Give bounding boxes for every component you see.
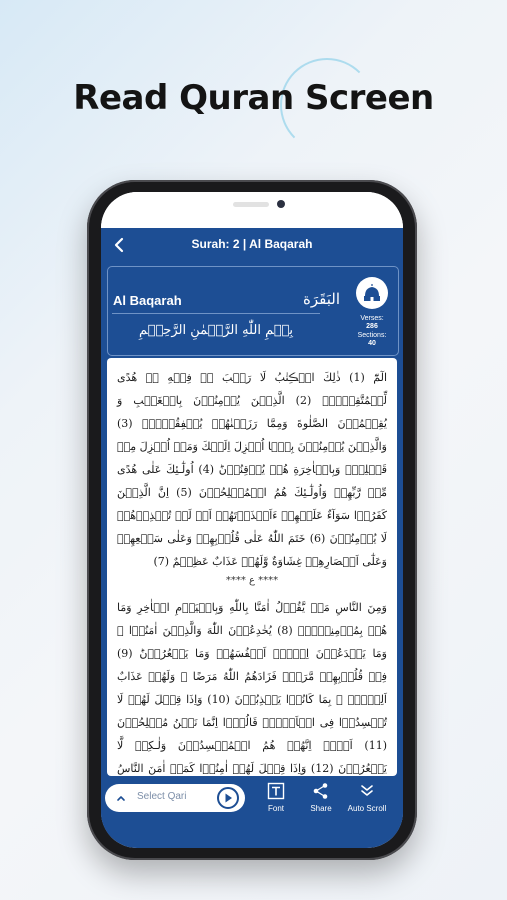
- share-button[interactable]: [298, 778, 344, 826]
- font-label: Font: [267, 804, 284, 813]
- font-button[interactable]: [253, 778, 299, 826]
- sections-label: Sections:: [357, 332, 387, 339]
- mosque-icon: [356, 277, 388, 309]
- verses-label: Verses:: [360, 315, 384, 322]
- verses-count: 286: [366, 323, 378, 330]
- share-icon: [311, 781, 331, 801]
- chevron-up-icon: [115, 792, 127, 804]
- auto-scroll-button[interactable]: [344, 778, 390, 826]
- speaker-grille: [233, 202, 269, 207]
- verse-paragraph: الٓمّٓ (1) ذٰلِكَ الۡڪِتٰبُ لَا رَيۡبَ ۛۚ فِيۡهِ ۛۚ هُدًى لِّلۡمُتَّقِيۡنَۙ (2) الَّذِيۡنَ يُؤۡمِنُوۡنَ بِالۡغَيۡبِ وَ يُقِيۡمُوۡنَ الصَّلٰوةَ وَمِمَّا رَزَقۡنٰهُمۡ يُنۡفِقُوۡنَۙ (3) وَالَّذِيۡنَ يُؤۡمِنُوۡنَ بِمَۤا اُنۡزِلَ اِلَيۡكَ وَمَاۤ اُنۡزِلَ مِنۡ قَبۡلِكَۚ وَبِالۡاٰخِرَةِ هُمۡ يُوۡقِنُوۡنَؕ (4) اُولٰٓـئِكَ عَلٰى هُدًى مِّنۡ رَّبِّهِمۡ وَاُولٰٓـئِكَ هُمُ الۡمُفۡلِحُوۡنَ (5) اِنَّ الَّذِيۡنَ كَفَرُوۡا سَوَآءٌ عَلَيۡهِمۡ ءَاَنۡذَرۡتَهُمۡ اَمۡ لَمۡ تُنۡذِرۡهُمۡ لَا يُؤۡمِنُوۡنَ (6) خَتَمَ اللّٰهُ عَلٰى قُلُوۡبِهِمۡ وَعَلٰى سَمۡعِهِمۡ وَعَلٰٓى اَبۡصَارِهِمۡ غِشَاوَةٌ وَّلَهُمۡ عَذَابٌ عَظِيۡمٌ (7): [117, 371, 388, 568]
- bottom-toolbar: [101, 776, 403, 838]
- front-camera: [277, 200, 285, 208]
- select-qari-label: Select Qari: [137, 791, 187, 802]
- select-qari-dropdown[interactable]: [105, 784, 245, 812]
- verse-paragraph: وَمِنَ النَّاسِ مَنۡ يَّقُوۡلُ اٰمَنَّا بِاللّٰهِ وَبِالۡيَوۡمِ الۡاٰخِرِ وَمَا هُمۡ بِمُؤۡمِنِيۡنَۘ (8) يُخٰدِعُوۡنَ اللّٰهَ وَالَّذِيۡنَ اٰمَنُوۡا ۚ وَمَا يَخۡدَعُوۡنَ اِلَّاۤ اَنۡفُسَهُمۡ وَمَا يَشۡعُرُوۡنَؕ (9) فِىۡ قُلُوۡبِهِمۡ مَّرَضٌۙ فَزَادَهُمُ اللّٰهُ مَرَضًا ۚ وَلَهُمۡ عَذَابٌ اَلِيۡمٌۢ ۙ بِمَا كَانُوۡا يَكۡذِبُوۡنَ (10) وَاِذَا قِيۡلَ لَهُمۡ لَا تُفۡسِدُوۡا فِى الۡاَرۡضِۙ قَالُوۡۤا اِنَّمَا نَحۡنُ مُصۡلِحُوۡنَ (11) اَلَاۤ اِنَّهُمۡ هُمُ الۡمُفۡسِدُوۡنَ وَلٰـكِنۡ لَّا يَشۡعُرُوۡنَ (12) وَاِذَا قِيۡلَ لَهُمۡ اٰمِنُوۡا كَمَاۤ اٰمَنَ النَّاسُ: [117, 601, 387, 775]
- share-label: Share: [310, 804, 332, 813]
- card-divider: [112, 313, 320, 314]
- surah-header-card: [107, 266, 399, 356]
- section-marker: **** ع ****: [225, 575, 279, 586]
- auto-scroll-label: Auto Scroll: [347, 804, 387, 813]
- status-area: [101, 192, 403, 228]
- page-title: Surah: 2 | Al Baqarah: [191, 237, 313, 251]
- sections-count: 40: [368, 340, 376, 347]
- app-screen: [101, 192, 403, 848]
- surah-name-english: Al Baqarah: [113, 293, 182, 308]
- surah-name-arabic: البَقَرَة: [303, 290, 340, 308]
- quran-text-panel[interactable]: [107, 358, 397, 776]
- double-chevron-down-icon: [357, 781, 377, 801]
- promo-headline: Read Quran Screen: [73, 78, 434, 118]
- font-icon: [266, 781, 286, 801]
- play-icon: [219, 789, 237, 807]
- play-button[interactable]: [217, 787, 239, 809]
- bismillah-text: بِسۡمِ اللّٰهِ الرَّحۡمٰنِ الرَّحِيۡمِ: [139, 323, 293, 338]
- app-bar: [101, 228, 403, 262]
